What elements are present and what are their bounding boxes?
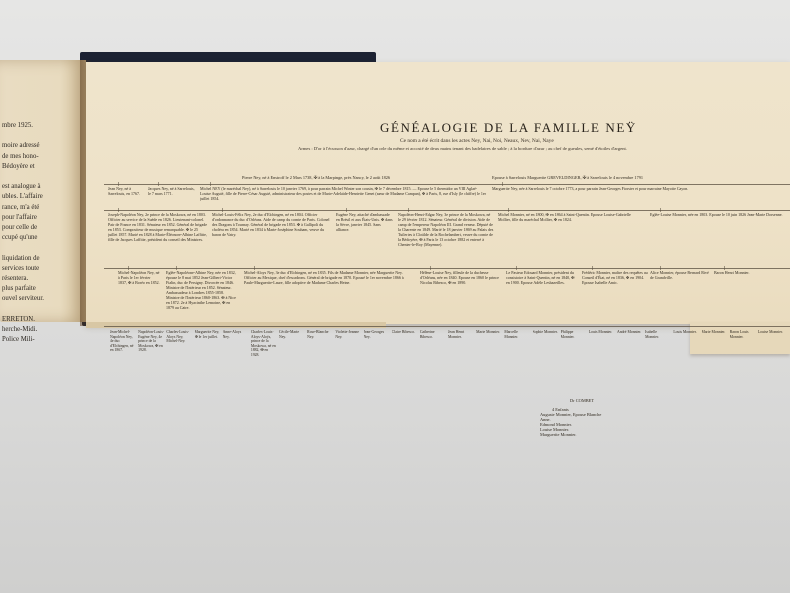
- genealogy-entry: Jean Henri Monnier.: [448, 330, 465, 339]
- connector-line: [222, 208, 223, 212]
- left-page: [0, 60, 86, 344]
- genealogy-entry: Jean Ney, né à Sarrelouis, en 1767.: [108, 186, 140, 196]
- left-page-line: moire adressé: [2, 142, 40, 150]
- genealogy-entry: Eglée-Napoléone-Albine Ney, née en 1832, épouse le 8 mai 1852 Jean-Gilbert-Victor Fialin, duc de Persigny. Divorcée en 1846. Ministre de l'Intérieur en 1852. Sénateur. Ambassadeur à Londres 1855-1858. Ministre de l'Intérieur 1860-1863. ✠ à Nice en 1872. 2e à Hyacinthe Lemoine, ✠ en 1879 au Caire.: [166, 270, 236, 310]
- descendant-name: Auguste Monnier, Epouse Blanche: [540, 412, 602, 417]
- genealogy-entry: Marie Monnier.: [701, 330, 726, 334]
- left-page-line: ouvel serviteur.: [2, 295, 44, 303]
- genealogy-entry: Eugène Ney, attaché d'ambassade en Brésil et aux États-Unis. ✠ dans la Sèvre, janvier 1845. Sans alliance.: [336, 212, 393, 232]
- connector-line: [592, 266, 593, 270]
- genealogy-entry: Louise Monnier.: [757, 330, 783, 334]
- left-page-line: est analogue à: [2, 183, 41, 191]
- connector-line: [430, 266, 431, 270]
- generation-2-rule: [104, 210, 790, 211]
- connector-line: [516, 266, 517, 270]
- genealogy-entry: André Monnier.: [617, 330, 642, 334]
- left-page-line: ubles. L'affaire: [2, 193, 43, 201]
- genealogy-entry: Louis Monnier.: [673, 330, 697, 334]
- genealogy-entry: Frédéric Monnier, maître des requêtes au Conseil d'État, né en 1836, ✠ en 1904. Epouse Isabelle Amic.: [582, 270, 648, 285]
- generation-4-rule: [104, 326, 790, 327]
- genealogy-entry: Alice Monnier, épouse Bernard Rivé de Grandville.: [650, 270, 709, 280]
- left-page-line: rance, m'a été: [2, 203, 40, 211]
- connector-line: [254, 266, 255, 270]
- genealogy-entry: Michel-Louis-Félix Ney, 2e duc d'Elchingen, né en 1804. Officier d'ordonnance du duc d'Orléans. Aide de camp du comte de Paris. Colonel des Dragons à Tournay. Général de brigade en 1853. ✠ à Gallipoli du choléra en 1854. Marié en 1834 à Marie-Joséphine Souham, veuve du baron de Vatry.: [212, 212, 330, 237]
- descendant-name: Edmond Monnier.: [540, 422, 572, 427]
- connector-line: [660, 208, 661, 212]
- genealogy-entry: Hélène-Louise Ney, filleule de la duchesse d'Orléans, née en 1840. Epouse en 1860 le prince Nicolas Bibesco, ✠ en 1890.: [420, 270, 499, 285]
- genealogy-entry: Marcelle Monnier.: [504, 330, 519, 339]
- genealogy-entry: Rose-Blanche Ney.: [307, 330, 329, 339]
- left-page-line: plus parfaite: [2, 285, 36, 293]
- left-page-line: Bédoyère et: [2, 162, 35, 170]
- left-page-line: de mes hono-: [2, 152, 39, 160]
- genealogy-entry: Napoléon-Henri-Edgar Ney, 3e prince de la Moskowa, né le 29 février 1812. Sénateur. Général de division. Aide de camp de l'empereur Napoléon III. Grand veneur. Député de la Charente en 1849. Marié le 18 janvier 1869 au Palais des Tuileries à Clotilde de la Rochelambert, veuve du comte de la Bédoyère, ✠ à Paris le 13 octobre 1882 et enterré à Chenier-le-Roy (Mayenne).: [398, 212, 494, 247]
- generation-3-rule: [104, 268, 790, 269]
- genealogy-entry: Baron Louis Monnier.: [729, 330, 749, 339]
- generation-1-rule: [104, 184, 790, 185]
- connector-line: [502, 182, 503, 186]
- left-page-line: pour celle de: [2, 224, 38, 231]
- connector-line: [118, 208, 119, 212]
- genealogy-entry: Marie Monnier.: [476, 330, 500, 334]
- note-names: [540, 412, 650, 437]
- note-heading: Dr COMBET: [570, 398, 595, 403]
- connector-line: [346, 208, 347, 212]
- genealogy-entry: Philippe Monnier.: [560, 330, 575, 339]
- left-page-line: résentera.: [2, 275, 29, 282]
- left-page-line: liquidation de: [2, 254, 40, 262]
- genealogy-entry: Le Pasteur Edouard Monnier, président du consistoire à Saint-Quentin, né en 1840, ✠ en 1900. Epouse Adèle Lesbazeilles.: [506, 270, 575, 285]
- connector-line: [128, 266, 129, 270]
- connector-line: [508, 208, 509, 212]
- descendants-note: [540, 398, 650, 448]
- genealogy-entry: Louis Monnier.: [588, 330, 613, 334]
- connector-line: [408, 208, 409, 212]
- left-page-line: ccupé qu'une: [2, 234, 38, 242]
- genealogy-entry: Joseph-Napoléon Ney, 2e prince de la Moskowa, né en 1803. Officier au service de la Suède en 1826. Lieutenant-colonel. Pair de France en 1831. Sénateur en 1852. Général de brigade en 1853. Compositeur de musique remarquable. ✠ le 25 juillet 1857. Marié en 1828 à Marie-Éléonore-Albine Laffitte, fille de Jacques Laffitte, président du conseil des Ministres.: [108, 212, 208, 242]
- left-page-line: pour l'affaire: [2, 213, 37, 221]
- coat-of-arms-text: Armes : D'or à l'écusson d'azur, chargé d'un orle du même et accosté de deux mains tenant des badelaires de sable ; à la bordure d'azur ; au chef de gueules, semé d'étoiles d'argent.: [298, 146, 627, 151]
- genealogy-entry: Cécile-Marie Ney.: [279, 330, 300, 339]
- connector-line: [660, 266, 661, 270]
- page-title: GÉNÉALOGIE DE LA FAMILLE NEŸ: [380, 120, 637, 135]
- genealogy-entry: Charles-Louis-Aloys-Aloÿs, prince de la Moskowa, né en 1882, ✠ en 1928.: [250, 330, 276, 357]
- genealogy-entry: Michel-Aloys Ney, 3e duc d'Elchingen, né en 1835. Fils de Madame Monnier, née Marguerite Ney. Officier au Mexique, chef d'escadrons. Général de brigade en 1870. Epousé le 1er novembre 1866 à Paule-Marguerite-Laure, fille adoptive de Madame Charles Heine.: [244, 270, 404, 285]
- genealogy-entry: Isabelle Monnier.: [645, 330, 659, 339]
- left-page-line: ERRETON.: [2, 315, 35, 323]
- left-page-line: services toute: [2, 264, 40, 272]
- genealogy-entry: Marguerite Ney, ✠ le 1er juillet.: [194, 330, 220, 339]
- note-intro: 4 Enfants: [552, 407, 569, 412]
- connector-line: [210, 182, 211, 186]
- genealogy-entry: Jean-Georges Ney.: [363, 330, 385, 339]
- parents-line: Pierre Ney, né à Enstroff le 2 Mars 1738, ✠ à la Marpinge, près Nancy, le 2 août 1826: [242, 175, 391, 180]
- genealogy-entry: Sophie Monnier.: [532, 330, 558, 334]
- genealogy-entry: Michel-Napoléon Ney, né à Paris le 1er février 1837, ✠ à Boréo en 1852.: [118, 270, 160, 285]
- connector-line: [176, 266, 177, 270]
- descendant-name: Louise Monnier.: [540, 427, 570, 432]
- genealogy-entry: Catherine Bibesco.: [419, 330, 435, 339]
- left-page-line: herche-Midi.: [2, 326, 38, 333]
- connector-line: [118, 182, 119, 186]
- connector-line: [158, 182, 159, 186]
- genealogy-entry: Anne-Aloys Ney.: [222, 330, 242, 339]
- genealogy-entry: Baron Henri Monnier.: [714, 270, 750, 275]
- mother-line: Epouse à Sarrelouis Marguerite GREVELDINGER, ✠ à Sarrelouis le 4 novembre 1791: [492, 175, 644, 180]
- genealogy-entry: Charles-Louis-Aloys Ney, Michel-Ney.: [166, 330, 190, 344]
- genealogy-entry: Jacques Ney, né à Sarrelouis, le 7 mars 1771.: [148, 186, 195, 196]
- genealogy-entry: Marguerite Ney, née à Sarrelouis le 7 octobre 1773, a pour parrain Jean-Georges Fiorster et pour marraine Mayotte Cayon.: [492, 186, 689, 191]
- page-subtitle: Ce nom a été écrit dans les actes Ney, Nai, Noi, Neaux, Nev, Nai, Naye: [400, 138, 554, 144]
- descendant-name: Anne.: [540, 417, 551, 422]
- genealogy-entry: Napoléon-Louis-Eugène Ney, 4e prince de la Moskowa, ✠ en 1928.: [138, 330, 165, 353]
- descendant-name: Marguerite Monnier.: [540, 432, 577, 437]
- genealogy-entry: Michel Monnier, né en 1800, ✠ en 1864 à Saint-Quentin. Epouse Louise-Gabrielle Mollier, fille du maréchal Mollier, ✠ en 1824.: [498, 212, 631, 222]
- left-page-line: Police Mili-: [2, 336, 35, 344]
- genealogy-entry: Michel NEY (le maréchal Ney), né à Sarrelouis le 10 janvier 1769, à pour parrain Michel Winter son cousin, ✠ le 7 décembre 1815. — Epouse le 5 thermidor an VIII Aglaé-Louise Auguié, fille de Pierre-César Auguié, administrateur des postes et de Marie-Adelaïde-Henriette Genet (sœur de Madame Campan), ✠ à Paris, 8, rue d'Isly (le chiffre) le 1er juillet 1854.: [200, 186, 486, 201]
- genealogy-entry: Claire Bibesco.: [391, 330, 416, 334]
- genealogy-entry: Violette-Jeanne Ney.: [335, 330, 359, 339]
- genealogy-entry: Eglée-Louise Monnier, née en 1803. Epouse le 10 juin 1826 Jean-Marie Dorsenne.: [650, 212, 783, 217]
- connector-line: [724, 266, 725, 270]
- genealogy-entry: Jean-Michel-Napoléon Ney, 4e duc d'Elchingen, né en 1867.: [110, 330, 134, 353]
- left-page-line: mbre 1925.: [2, 122, 33, 129]
